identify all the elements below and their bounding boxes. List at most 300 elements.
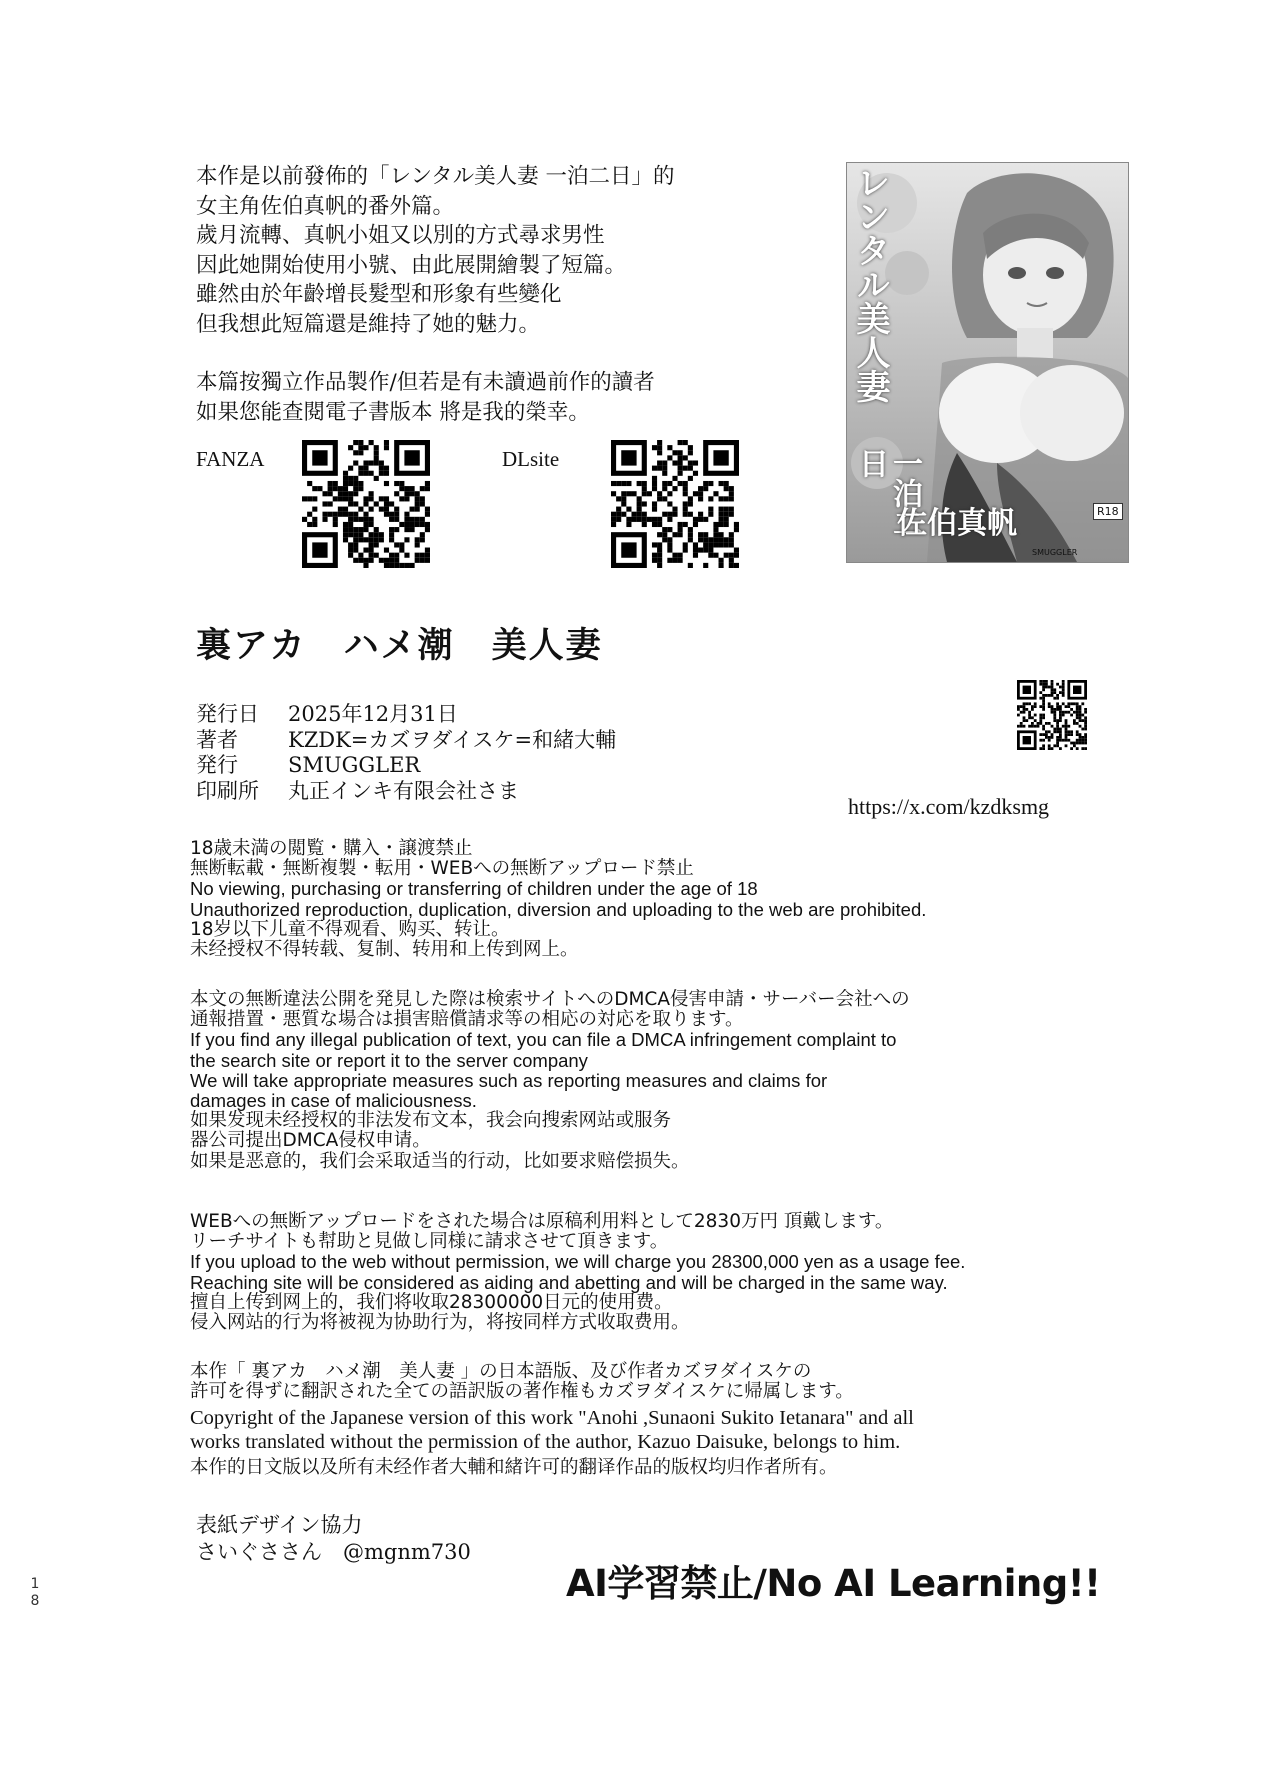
qr-module xyxy=(616,507,621,512)
qr-module xyxy=(394,507,399,512)
qr-module xyxy=(1053,711,1056,714)
qr-module xyxy=(410,517,415,522)
qr-module xyxy=(713,532,718,537)
qr-module xyxy=(724,496,729,501)
qr-module xyxy=(1067,730,1070,733)
qr-module xyxy=(363,496,368,501)
qr-module xyxy=(1067,702,1070,705)
qr-module xyxy=(678,558,683,563)
qr-module xyxy=(1025,719,1028,722)
qr-module xyxy=(353,537,358,542)
qr-module xyxy=(703,537,708,542)
qr-module xyxy=(379,558,384,563)
qr-module xyxy=(312,522,317,527)
qr-module xyxy=(404,517,409,522)
qr-module xyxy=(719,537,724,542)
qr-module xyxy=(642,501,647,506)
qr-module xyxy=(1084,739,1087,742)
notice-line: 未经授权不得转载、复制、转用和上传到网上。 xyxy=(190,939,579,961)
qr-module xyxy=(399,481,404,486)
qr-module xyxy=(657,548,662,553)
qr-module xyxy=(312,486,317,491)
dlsite-qr-code[interactable] xyxy=(611,440,739,568)
qr-module xyxy=(1042,694,1045,697)
qr-module xyxy=(353,450,358,455)
colophon-value: KZDK=カズヲダイスケ=和緒大輔 xyxy=(288,727,617,752)
qr-module xyxy=(374,450,379,455)
qr-module xyxy=(415,553,420,558)
qr-module xyxy=(611,522,616,527)
qr-module xyxy=(698,486,703,491)
qr-module xyxy=(667,445,672,450)
qr-module xyxy=(384,440,389,445)
qr-module xyxy=(353,440,358,445)
qr-module xyxy=(425,512,430,517)
qr-module xyxy=(688,445,693,450)
qr-module xyxy=(1053,728,1056,731)
qr-module xyxy=(343,496,348,501)
qr-module xyxy=(734,563,739,568)
qr-module xyxy=(1076,716,1079,719)
qr-module xyxy=(688,527,693,532)
qr-module xyxy=(642,512,647,517)
qr-module xyxy=(348,548,353,553)
qr-module xyxy=(678,455,683,460)
qr-module xyxy=(1084,742,1087,745)
qr-finder-pattern xyxy=(404,450,419,465)
qr-module xyxy=(1048,739,1051,742)
qr-module xyxy=(363,527,368,532)
qr-module xyxy=(708,542,713,547)
qr-module xyxy=(1042,747,1045,750)
qr-module xyxy=(328,481,333,486)
qr-module xyxy=(420,486,425,491)
qr-module xyxy=(667,481,672,486)
qr-module xyxy=(724,481,729,486)
qr-module xyxy=(1084,719,1087,722)
author-qr-code[interactable] xyxy=(1017,680,1087,750)
qr-module xyxy=(1084,722,1087,725)
qr-module xyxy=(343,486,348,491)
qr-module xyxy=(415,496,420,501)
qr-module xyxy=(1048,702,1051,705)
qr-module xyxy=(353,527,358,532)
qr-module xyxy=(358,471,363,476)
qr-module xyxy=(688,496,693,501)
qr-module xyxy=(724,553,729,558)
qr-module xyxy=(657,542,662,547)
qr-module xyxy=(631,517,636,522)
qr-module xyxy=(1084,728,1087,731)
qr-module xyxy=(389,517,394,522)
qr-module xyxy=(394,512,399,517)
qr-module xyxy=(1079,736,1082,739)
qr-module xyxy=(703,486,708,491)
qr-module xyxy=(1023,719,1026,722)
qr-module xyxy=(333,522,338,527)
qr-finder-pattern xyxy=(621,542,636,557)
qr-module xyxy=(642,486,647,491)
notice-line: WEBへの無断アップロードをされた場合は原稿利用料として2830万円 頂戴します。 xyxy=(190,1211,894,1232)
qr-module xyxy=(729,553,734,558)
qr-module xyxy=(1081,747,1084,750)
page-number-text: 18 xyxy=(30,1576,40,1609)
qr-module xyxy=(348,522,353,527)
qr-module xyxy=(1051,683,1054,686)
qr-module xyxy=(394,553,399,558)
notice-line: 器公司提出DMCA侵权申请。 xyxy=(190,1130,431,1152)
qr-module xyxy=(708,553,713,558)
qr-module xyxy=(1059,708,1062,711)
qr-finder-pattern xyxy=(1023,686,1031,694)
qr-module xyxy=(1017,714,1020,717)
qr-module xyxy=(399,522,404,527)
qr-module xyxy=(1039,739,1042,742)
qr-module xyxy=(322,501,327,506)
qr-module xyxy=(667,517,672,522)
cover-publisher: SMUGGLER xyxy=(1032,548,1078,557)
qr-module xyxy=(1017,708,1020,711)
qr-module xyxy=(667,512,672,517)
cover-name: 佐伯真帆 xyxy=(897,506,1017,541)
qr-module xyxy=(394,563,399,568)
qr-module xyxy=(1056,736,1059,739)
qr-module xyxy=(683,507,688,512)
qr-module xyxy=(1059,719,1062,722)
qr-module xyxy=(1042,716,1045,719)
qr-module xyxy=(657,558,662,563)
qr-module xyxy=(621,512,626,517)
qr-module xyxy=(322,491,327,496)
qr-module xyxy=(358,537,363,542)
qr-module xyxy=(353,501,358,506)
qr-finder-pattern xyxy=(621,450,636,465)
qr-module xyxy=(399,563,404,568)
qr-module xyxy=(708,496,713,501)
colophon-key: 発行日 xyxy=(196,702,259,726)
qr-module xyxy=(662,537,667,542)
qr-module xyxy=(363,471,368,476)
qr-module xyxy=(338,496,343,501)
qr-module xyxy=(1081,739,1084,742)
intro-text xyxy=(196,162,806,427)
qr-module xyxy=(1059,730,1062,733)
qr-module xyxy=(358,466,363,471)
qr-module xyxy=(415,507,420,512)
qr-module xyxy=(667,537,672,542)
qr-module xyxy=(616,512,621,517)
qr-module xyxy=(379,537,384,542)
qr-module xyxy=(713,553,718,558)
qr-module xyxy=(657,496,662,501)
qr-module xyxy=(713,522,718,527)
qr-module xyxy=(719,507,724,512)
qr-module xyxy=(667,501,672,506)
notice-line: 18歳未満の閲覧・購入・譲渡禁止 xyxy=(190,838,473,859)
qr-module xyxy=(1056,708,1059,711)
qr-module xyxy=(1042,725,1045,728)
qr-module xyxy=(1031,725,1034,728)
qr-module xyxy=(729,542,734,547)
qr-module xyxy=(1056,728,1059,731)
qr-module xyxy=(683,548,688,553)
qr-module xyxy=(1053,716,1056,719)
qr-module xyxy=(369,491,374,496)
author-url[interactable]: https://x.com/kzdksmg xyxy=(848,794,1050,819)
qr-module xyxy=(353,512,358,517)
qr-module xyxy=(404,537,409,542)
qr-module xyxy=(343,491,348,496)
qr-module xyxy=(1059,716,1062,719)
qr-module xyxy=(420,501,425,506)
qr-module xyxy=(1031,708,1034,711)
qr-module xyxy=(672,486,677,491)
qr-module xyxy=(637,501,642,506)
qr-module xyxy=(384,548,389,553)
qr-module xyxy=(1051,691,1054,694)
qr-module xyxy=(662,486,667,491)
qr-module xyxy=(302,517,307,522)
qr-module xyxy=(369,496,374,501)
qr-module xyxy=(338,507,343,512)
qr-module xyxy=(1051,680,1054,683)
qr-module xyxy=(358,440,363,445)
qr-module xyxy=(410,486,415,491)
qr-module xyxy=(703,481,708,486)
qr-module xyxy=(348,527,353,532)
qr-module xyxy=(1051,711,1054,714)
qr-module xyxy=(1023,705,1026,708)
qr-module xyxy=(353,517,358,522)
qr-module xyxy=(667,455,672,460)
qr-module xyxy=(1053,708,1056,711)
qr-module xyxy=(729,496,734,501)
qr-module xyxy=(369,507,374,512)
qr-module xyxy=(374,501,379,506)
qr-module xyxy=(1042,680,1045,683)
qr-module xyxy=(1048,686,1051,689)
intro-line: 因此她開始使用小號、由此展開繪製了短篇。 xyxy=(196,252,627,278)
qr-module xyxy=(1081,728,1084,731)
qr-module xyxy=(425,507,430,512)
qr-module xyxy=(328,501,333,506)
qr-module xyxy=(652,517,657,522)
qr-module xyxy=(369,553,374,558)
qr-module xyxy=(1045,680,1048,683)
qr-module xyxy=(1084,708,1087,711)
qr-module xyxy=(425,558,430,563)
qr-module xyxy=(662,496,667,501)
qr-module xyxy=(394,542,399,547)
qr-module xyxy=(1039,705,1042,708)
qr-module xyxy=(611,491,616,496)
qr-module xyxy=(328,491,333,496)
qr-module xyxy=(647,517,652,522)
qr-module xyxy=(384,563,389,568)
notice-usage-fee xyxy=(190,1212,1090,1333)
fanza-qr-code[interactable] xyxy=(302,440,430,568)
qr-module xyxy=(1051,686,1054,689)
qr-module xyxy=(1062,683,1065,686)
qr-module xyxy=(1039,747,1042,750)
qr-module xyxy=(399,548,404,553)
qr-module xyxy=(358,445,363,450)
qr-module xyxy=(1070,747,1073,750)
qr-module xyxy=(384,501,389,506)
qr-module xyxy=(662,471,667,476)
qr-module xyxy=(343,527,348,532)
qr-module xyxy=(698,532,703,537)
qr-module xyxy=(657,445,662,450)
qr-module xyxy=(322,517,327,522)
qr-module xyxy=(1051,747,1054,750)
qr-module xyxy=(1042,683,1045,686)
qr-module xyxy=(652,553,657,558)
qr-module xyxy=(708,507,713,512)
qr-module xyxy=(333,512,338,517)
notice-line: works translated without the permission of the author, Kazuo Daisuke, belongs to him. xyxy=(190,1431,901,1454)
qr-module xyxy=(1076,705,1079,708)
no-ai-learning-notice: AI学習禁止/No AI Learning!! xyxy=(566,1562,1101,1605)
qr-module xyxy=(343,532,348,537)
qr-module xyxy=(734,548,739,553)
qr-module xyxy=(425,527,430,532)
credits-title: 表紙デザイン協力 xyxy=(196,1513,363,1537)
qr-module xyxy=(678,481,683,486)
qr-module xyxy=(389,527,394,532)
qr-module xyxy=(713,491,718,496)
qr-module xyxy=(1020,711,1023,714)
qr-module xyxy=(683,491,688,496)
qr-module xyxy=(713,527,718,532)
qr-module xyxy=(1045,730,1048,733)
intro-line: 女主角佐伯真帆的番外篇。 xyxy=(196,193,455,219)
qr-module xyxy=(626,517,631,522)
qr-module xyxy=(662,512,667,517)
qr-module xyxy=(1048,744,1051,747)
notice-line: No viewing, purchasing or transferring of children under the age of 18 xyxy=(190,878,758,900)
qr-module xyxy=(343,507,348,512)
qr-module xyxy=(1079,739,1082,742)
notice-line: We will take appropriate measures such as reporting measures and claims for xyxy=(190,1069,828,1091)
qr-module xyxy=(1028,711,1031,714)
qr-module xyxy=(1048,705,1051,708)
qr-module xyxy=(1062,680,1065,683)
qr-module xyxy=(1065,725,1068,728)
qr-module xyxy=(363,512,368,517)
qr-module xyxy=(410,491,415,496)
qr-module xyxy=(642,491,647,496)
qr-module xyxy=(1042,702,1045,705)
qr-module xyxy=(1042,700,1045,703)
qr-module xyxy=(404,512,409,517)
qr-module xyxy=(1056,683,1059,686)
qr-module xyxy=(729,563,734,568)
qr-module xyxy=(1076,733,1079,736)
qr-module xyxy=(693,542,698,547)
qr-module xyxy=(353,548,358,553)
qr-module xyxy=(312,507,317,512)
qr-module xyxy=(637,517,642,522)
qr-module xyxy=(688,466,693,471)
qr-module xyxy=(420,517,425,522)
qr-module xyxy=(404,522,409,527)
qr-module xyxy=(369,548,374,553)
qr-module xyxy=(363,460,368,465)
qr-module xyxy=(719,517,724,522)
qr-module xyxy=(724,512,729,517)
qr-module xyxy=(729,486,734,491)
qr-module xyxy=(678,471,683,476)
qr-module xyxy=(657,466,662,471)
qr-module xyxy=(1039,733,1042,736)
qr-module xyxy=(353,481,358,486)
qr-module xyxy=(683,501,688,506)
qr-module xyxy=(420,532,425,537)
qr-module xyxy=(672,476,677,481)
qr-module xyxy=(1067,725,1070,728)
qr-module xyxy=(338,512,343,517)
qr-module xyxy=(369,440,374,445)
qr-module xyxy=(1048,730,1051,733)
qr-module xyxy=(703,542,708,547)
qr-module xyxy=(363,466,368,471)
qr-module xyxy=(672,450,677,455)
qr-module xyxy=(379,532,384,537)
qr-module xyxy=(1053,730,1056,733)
qr-module xyxy=(698,517,703,522)
qr-module xyxy=(1084,725,1087,728)
qr-module xyxy=(389,563,394,568)
qr-module xyxy=(1020,725,1023,728)
qr-module xyxy=(688,512,693,517)
qr-module xyxy=(652,466,657,471)
qr-module xyxy=(657,460,662,465)
qr-module xyxy=(1048,747,1051,750)
qr-module xyxy=(1062,714,1065,717)
qr-module xyxy=(1028,716,1031,719)
colophon-key: 発行 xyxy=(196,753,238,777)
qr-module xyxy=(1039,714,1042,717)
qr-module xyxy=(719,496,724,501)
qr-module xyxy=(425,486,430,491)
notice-line: 無断転載・無断複製・転用・WEBへの無断アップロード禁止 xyxy=(190,858,694,880)
qr-module xyxy=(384,466,389,471)
qr-module xyxy=(1076,742,1079,745)
qr-module xyxy=(348,532,353,537)
notice-line: damages in case of maliciousness. xyxy=(190,1090,477,1112)
qr-module xyxy=(1042,714,1045,717)
qr-module xyxy=(1076,711,1079,714)
qr-module xyxy=(642,481,647,486)
credits-name: さいぐささん @mgnm730 xyxy=(196,1540,471,1564)
qr-module xyxy=(683,440,688,445)
cover-design-credits xyxy=(196,1512,471,1566)
qr-module xyxy=(425,548,430,553)
qr-module xyxy=(693,491,698,496)
qr-module xyxy=(358,532,363,537)
qr-module xyxy=(1062,739,1065,742)
qr-module xyxy=(698,537,703,542)
qr-module xyxy=(1056,702,1059,705)
qr-module xyxy=(1079,714,1082,717)
qr-module xyxy=(404,527,409,532)
qr-module xyxy=(708,537,713,542)
qr-module xyxy=(399,496,404,501)
qr-module xyxy=(688,476,693,481)
qr-module xyxy=(652,445,657,450)
qr-module xyxy=(358,481,363,486)
